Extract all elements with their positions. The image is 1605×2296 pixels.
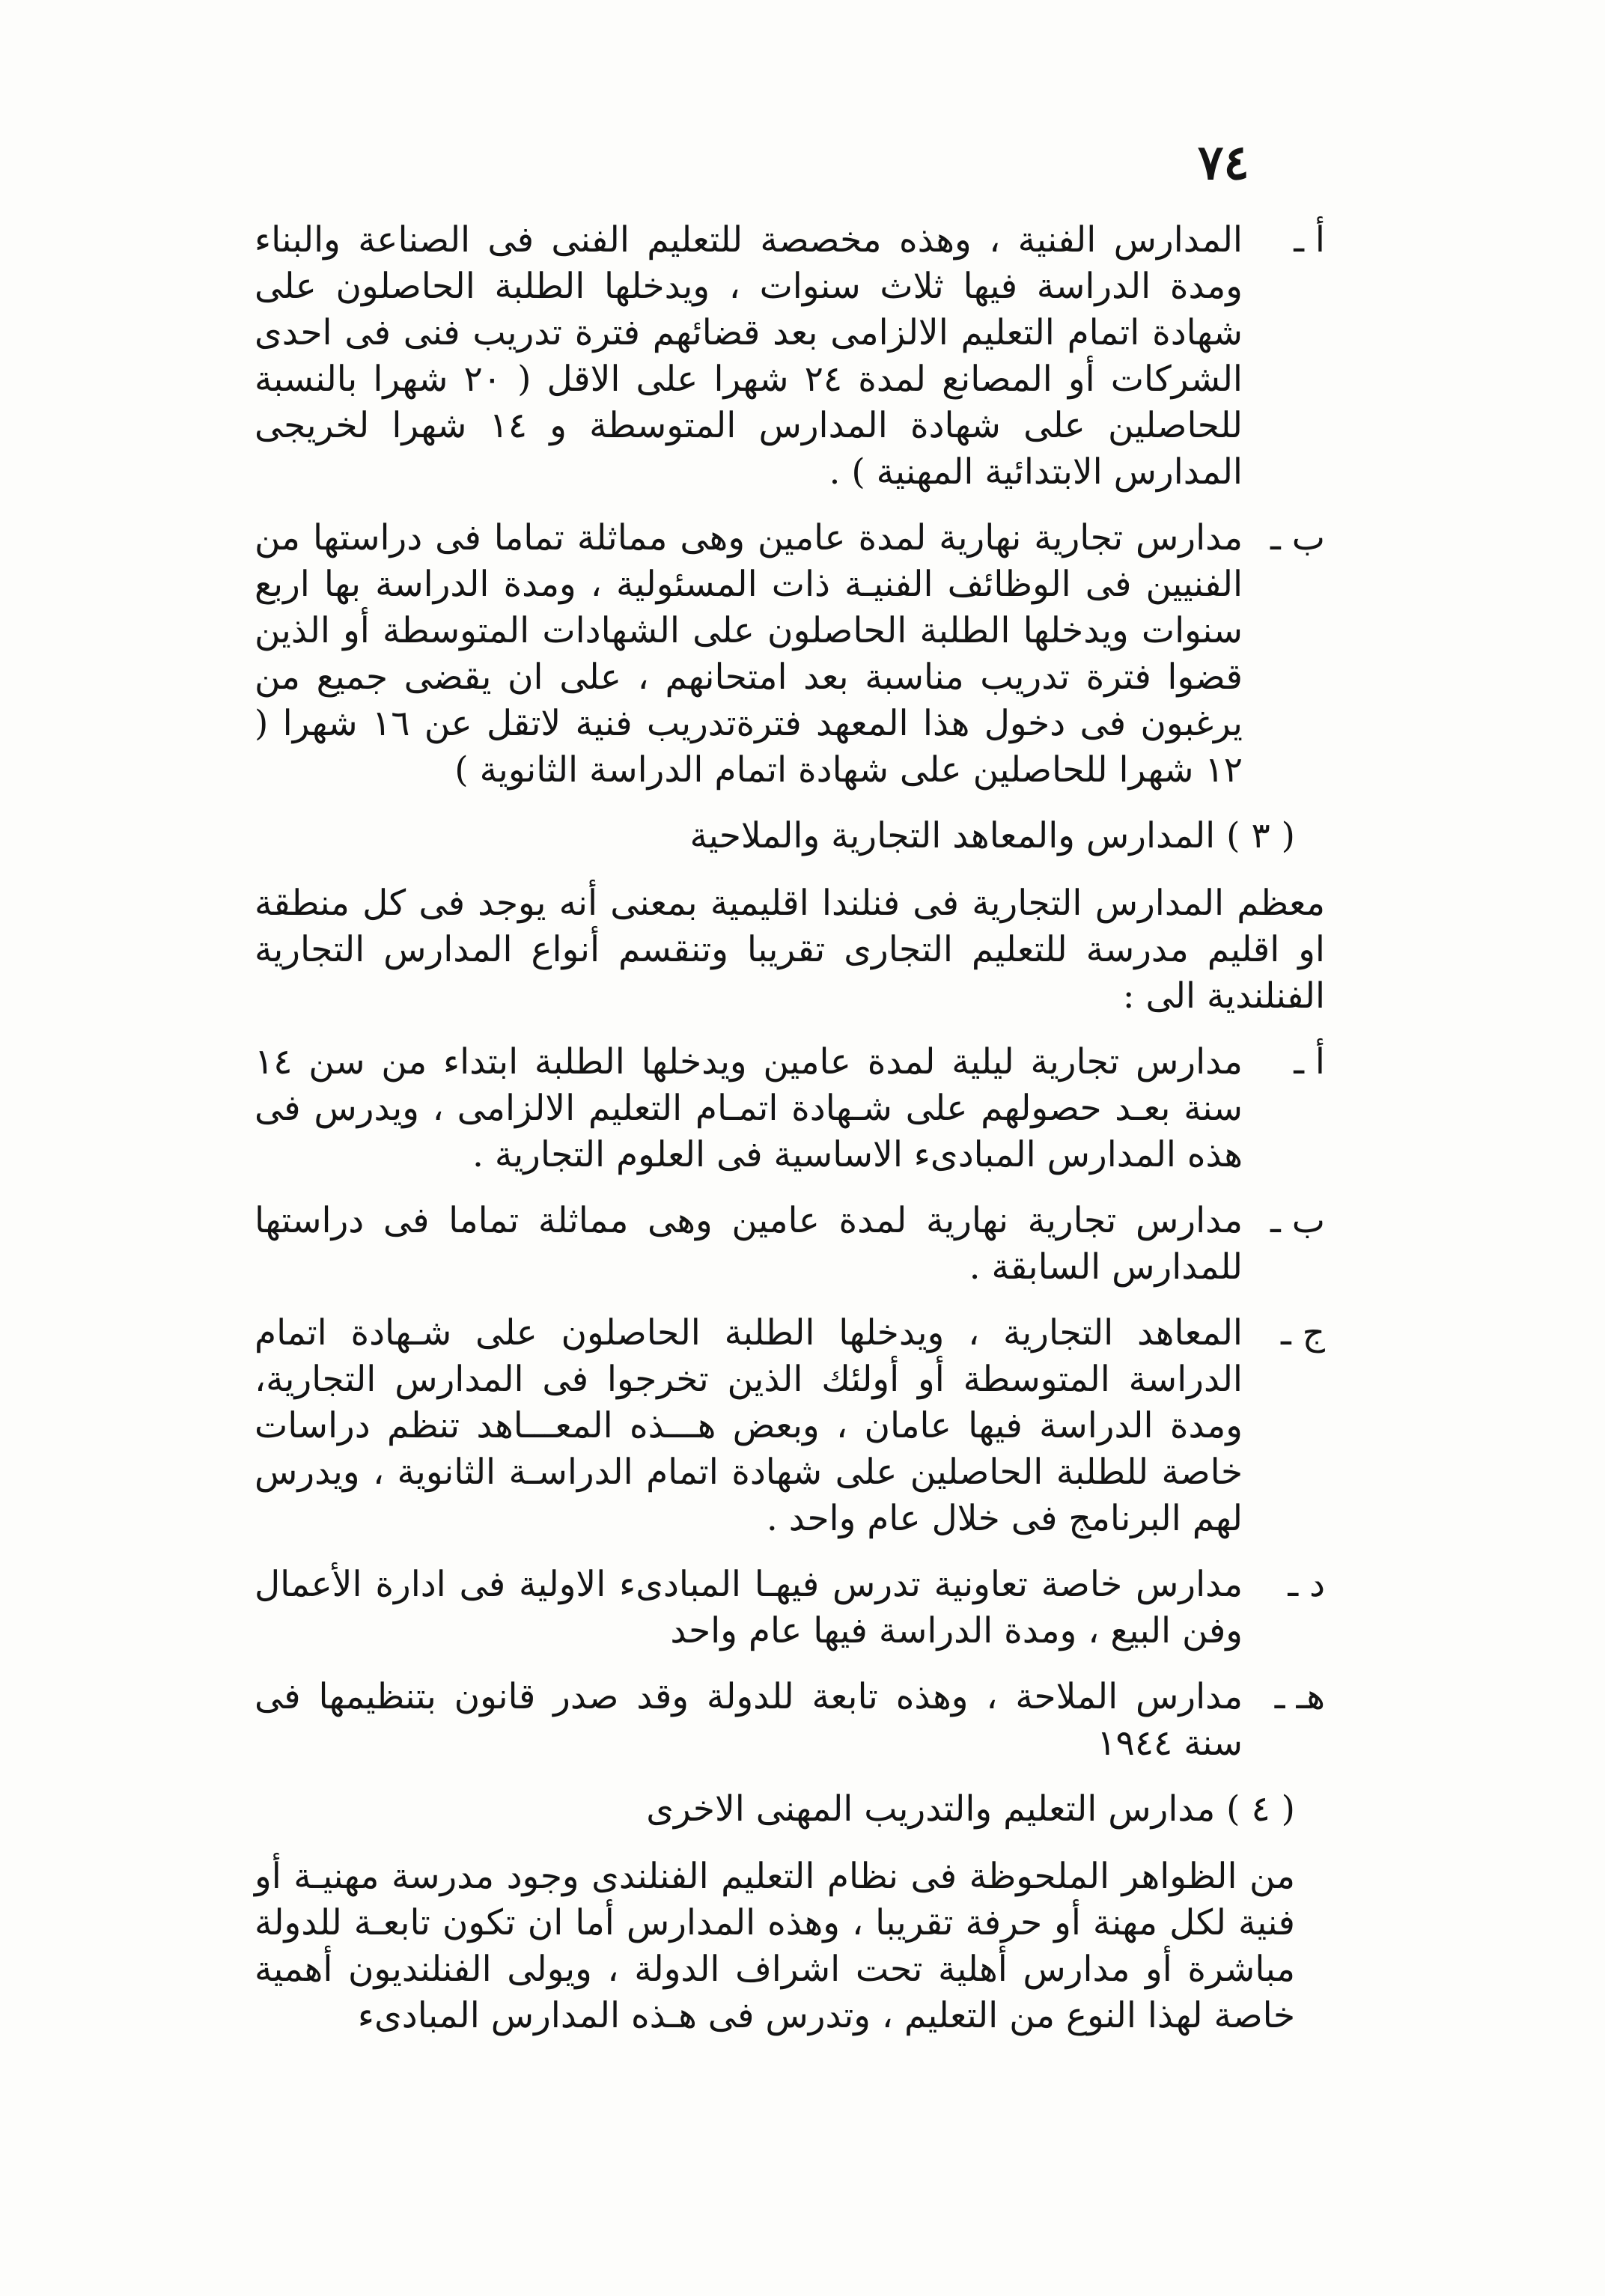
section-heading: ( ٤ ) مدارس التعليم والتدريب المهنى الاخرى [646,1788,1295,1830]
list-item-text: مدارس تجارية ليلية لمدة عامين ويدخلها الطلبة ابتداء من سن ١٤ سنة بعـد حصولهم على شـهادة اتمـام التعليم الالزامى ، ويدرس فى هذه المدارس المبادىء الاساسية فى العلوم التجارية . [255,1041,1243,1175]
list-item-text: المدارس الفنية ، وهذه مخصصة للتعليم الفنى فى الصناعة والبناء ومدة الدراسة فيها ثلاث سنوات ، ويدخلها الطلبة الحاصلون على شهادة اتمام التعليم الالزامى بعد قضائهم فترة تدريب فنى فى احدى الشركات أو المصانع لمدة ٢٤ شهرا على الاقل ( ٢٠ شهرا بالنسبة للحاصلين على شهادة المدارس المتوسطة و ١٤ شهرا لخريجى المدارس الابتدائية المهنية ) . [255,219,1243,493]
paragraph: من الظواهر الملحوظة فى نظام التعليم الفنلندى وجود مدرسة مهنيـة أو فنية لكل مهنة أو حرفة تقريبا ، وهذه المدارس أما ان تكون تابعـة للدولة مباشرة أو مدارس أهلية تحت اشراف الدولة ، ويولى الفنلنديون أهمية خاصة لهذا النوع من التعليم ، وتدرس فى هـذه المدارس المبادىء [255,1856,1295,2036]
list-marker: أ ـ [1294,1041,1325,1082]
list-item-text: مدارس تجارية نهارية لمدة عامين وهى مماثلة تماما فى دراستها للمدارس السابقة . [255,1200,1243,1288]
list-item [255,1310,1325,1542]
list-marker: أ ـ [1294,219,1325,261]
section-heading: ( ٣ ) المدارس والمعاهد التجارية والملاحية [689,815,1295,856]
list-item-text: مدارس خاصة تعاونية تدرس فيهـا المبادىء الاولية فى ادارة الأعمال وفن البيع ، ومدة الدراسة فيها عام واحد [255,1564,1243,1651]
list-marker: ب ـ [1270,517,1325,558]
list-marker: ب ـ [1270,1200,1325,1241]
list-item [255,1198,1325,1291]
list-item [255,1039,1325,1178]
list-item-text: المعاهد التجارية ، ويدخلها الطلبة الحاصلون على شـهادة اتمام الدراسة المتوسطة أو أولئك الذين تخرجوا فى المدارس التجارية، ومدة الدراسة فيها عامان ، وبعض هـــذه المعـــاهد تنظم دراسات خاصة للطلبة الحاصلين على شهادة اتمام الدراسـة الثانوية ، ويدرس لهم البرنامج فى خلال عام واحد . [255,1312,1243,1539]
list-marker: هـ ـ [1274,1676,1325,1717]
page-number: ٧٤ [1198,135,1249,191]
list-item-text: مدارس الملاحة ، وهذه تابعة للدولة وقد صدر قانون بتنظيمها فى سنة ١٩٤٤ [255,1676,1243,1764]
list-marker: ج ـ [1280,1312,1325,1353]
list-item [255,515,1325,794]
list-marker: د ـ [1288,1564,1325,1605]
list-item [255,1562,1325,1654]
paragraph: معظم المدارس التجارية فى فنلندا اقليمية بمعنى أنه يوجد فى كل منطقة او اقليم مدرسة للتعليم التجارى تقريبا وتنقسم أنواع المدارس التجارية الفنلندية الى : [255,883,1325,1017]
list-item [255,217,1325,496]
list-item [255,1674,1325,1767]
page-body [255,217,1325,2059]
list-item-text: مدارس تجارية نهارية لمدة عامين وهى مماثلة تماما فى دراستها من الفنيين فى الوظائف الفنيـة ذات المسئولية ، ومدة الدراسة بها اربع سنوات ويدخلها الطلبة الحاصلون على الشهادات المتوسطة أو الذين قضوا فترة تدريب مناسبة بعد امتحانهم ، على ان يقضى جميع من يرغبون فى دخول هذا المعهد فترةتدريب فنية لاتقل عن ١٦ شهرا ( ١٢ شهرا للحاصلين على شهادة اتمام الدراسة الثانوية ) [255,517,1243,791]
